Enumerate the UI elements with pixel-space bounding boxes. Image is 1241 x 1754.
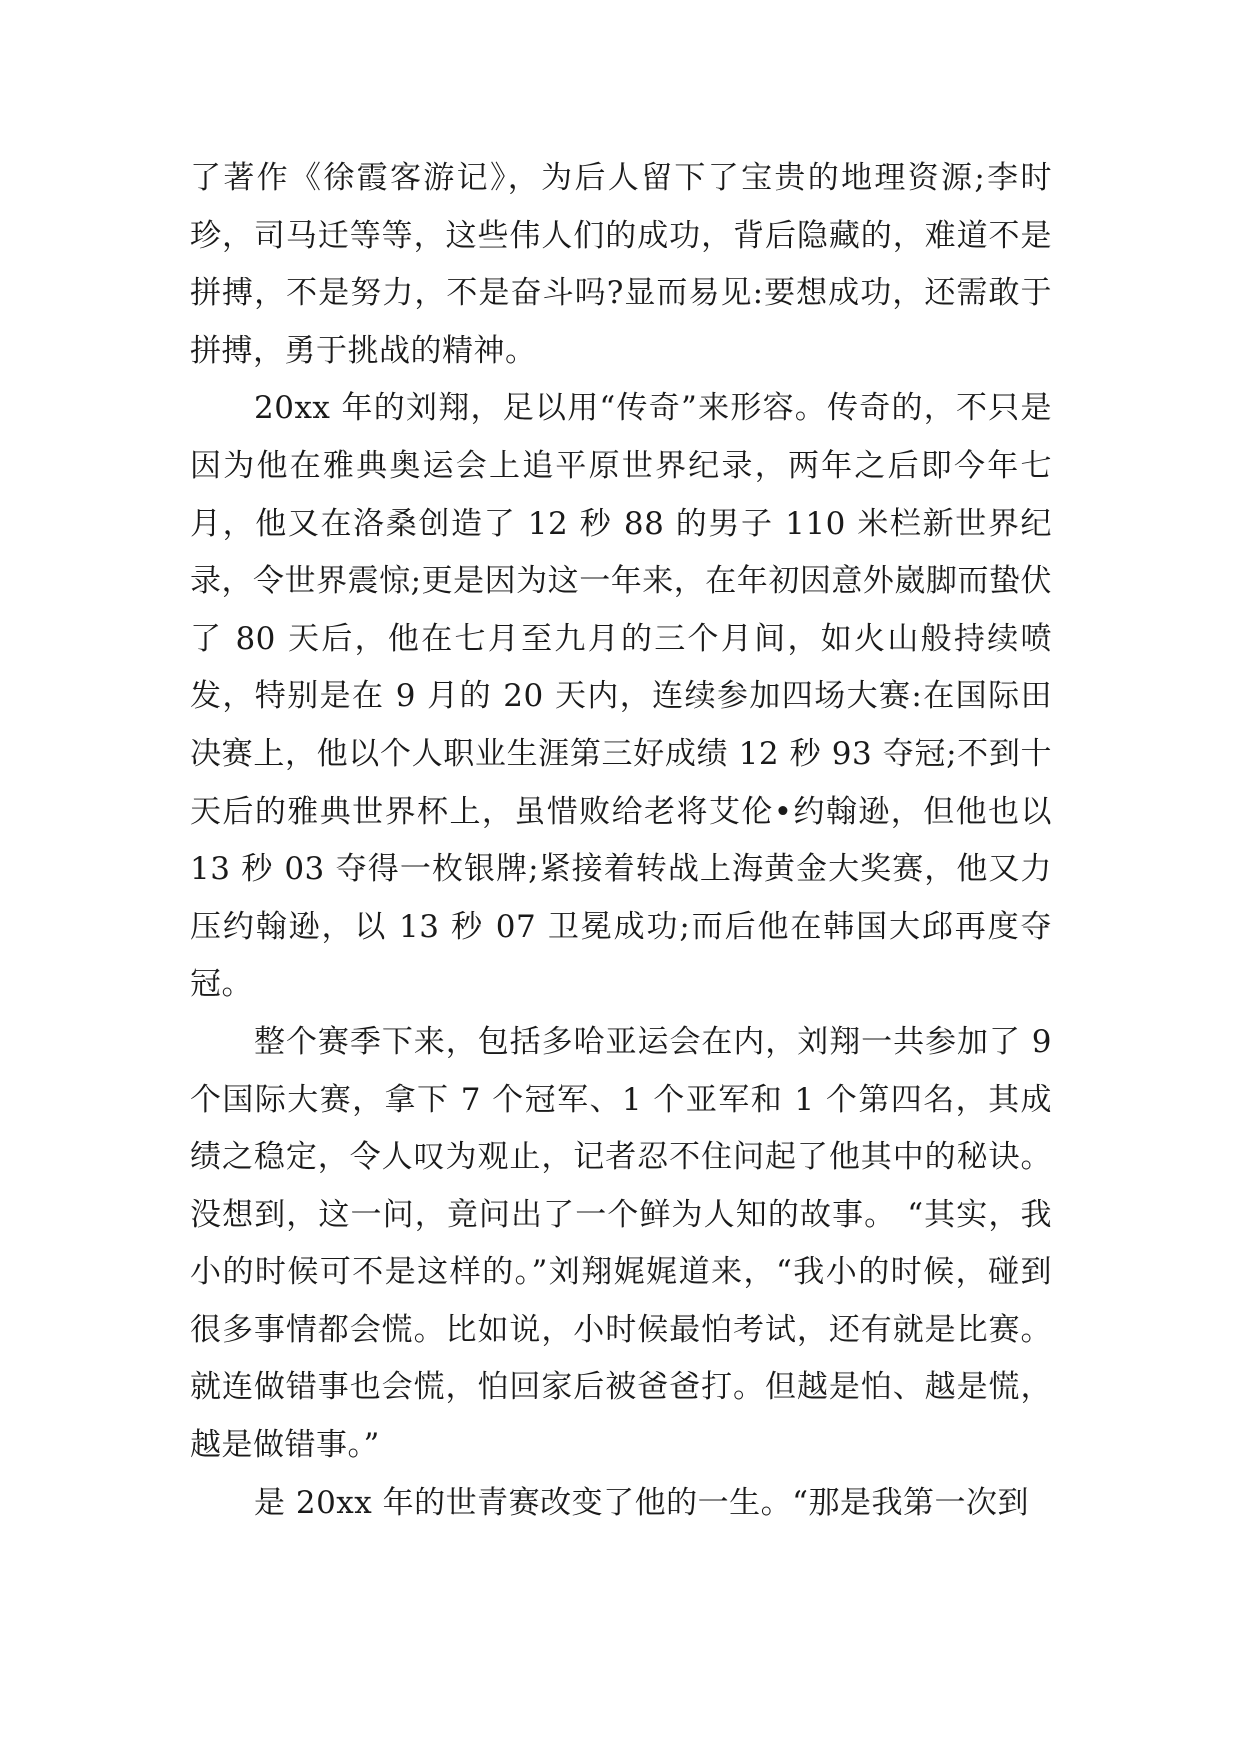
body-text — [190, 150, 1052, 1532]
paragraph-1: 了著作《徐霞客游记》，为后人留下了宝贵的地理资源;李时珍，司马迁等等，这些伟人们的成功，背后隐藏的，难道不是拼搏，不是努力，不是奋斗吗?显而易见:要想成功，还需敢于拼搏，勇于挑战的精神。 — [190, 160, 1052, 369]
paragraph-4: 是 20xx 年的世青赛改变了他的一生。“那是我第一次到 — [254, 1484, 1029, 1521]
paragraph-3: 整个赛季下来，包括多哈亚运会在内，刘翔一共参加了 9 个国际大赛，拿下 7 个冠军、1 个亚军和 1 个第四名，其成绩之稳定，令人叹为观止，记者忍不住问起了他其中的秘诀。没想到，这一问，竟问出了一个鲜为人知的故事。 “其实，我小的时候可不是这样的。”刘翔娓娓道来，“我小的时候，碰到很多事情都会慌。比如说，小时候最怕考试，还有就是比赛。就连做错事也会慌，怕回家后被爸爸打。但越是怕、越是慌，越是做错事。” — [190, 1023, 1052, 1464]
paragraph-2: 20xx 年的刘翔，足以用“传奇”来形容。传奇的，不只是因为他在雅典奥运会上追平原世界纪录，两年之后即今年七月，他又在洛桑创造了 12 秒 88 的男子 110 米栏新世界纪录，令世界震惊;更是因为这一年来，在年初因意外崴脚而蛰伏了 80 天后，他在七月至九月的三个月间，如火山般持续喷发，特别是在 9 月的 20 天内，连续参加四场大赛:在国际田决赛上，他以个人职业生涯第三好成绩 12 秒 93 夺冠;不到十天后的雅典世界杯上，虽惜败给老将艾伦•约翰逊，但他也以 13 秒 03 夺得一枚银牌;紧接着转战上海黄金大奖赛，他又力压约翰逊，以 13 秒 07 卫冕成功;而后他在韩国大邱再度夺冠。 — [190, 390, 1052, 1003]
